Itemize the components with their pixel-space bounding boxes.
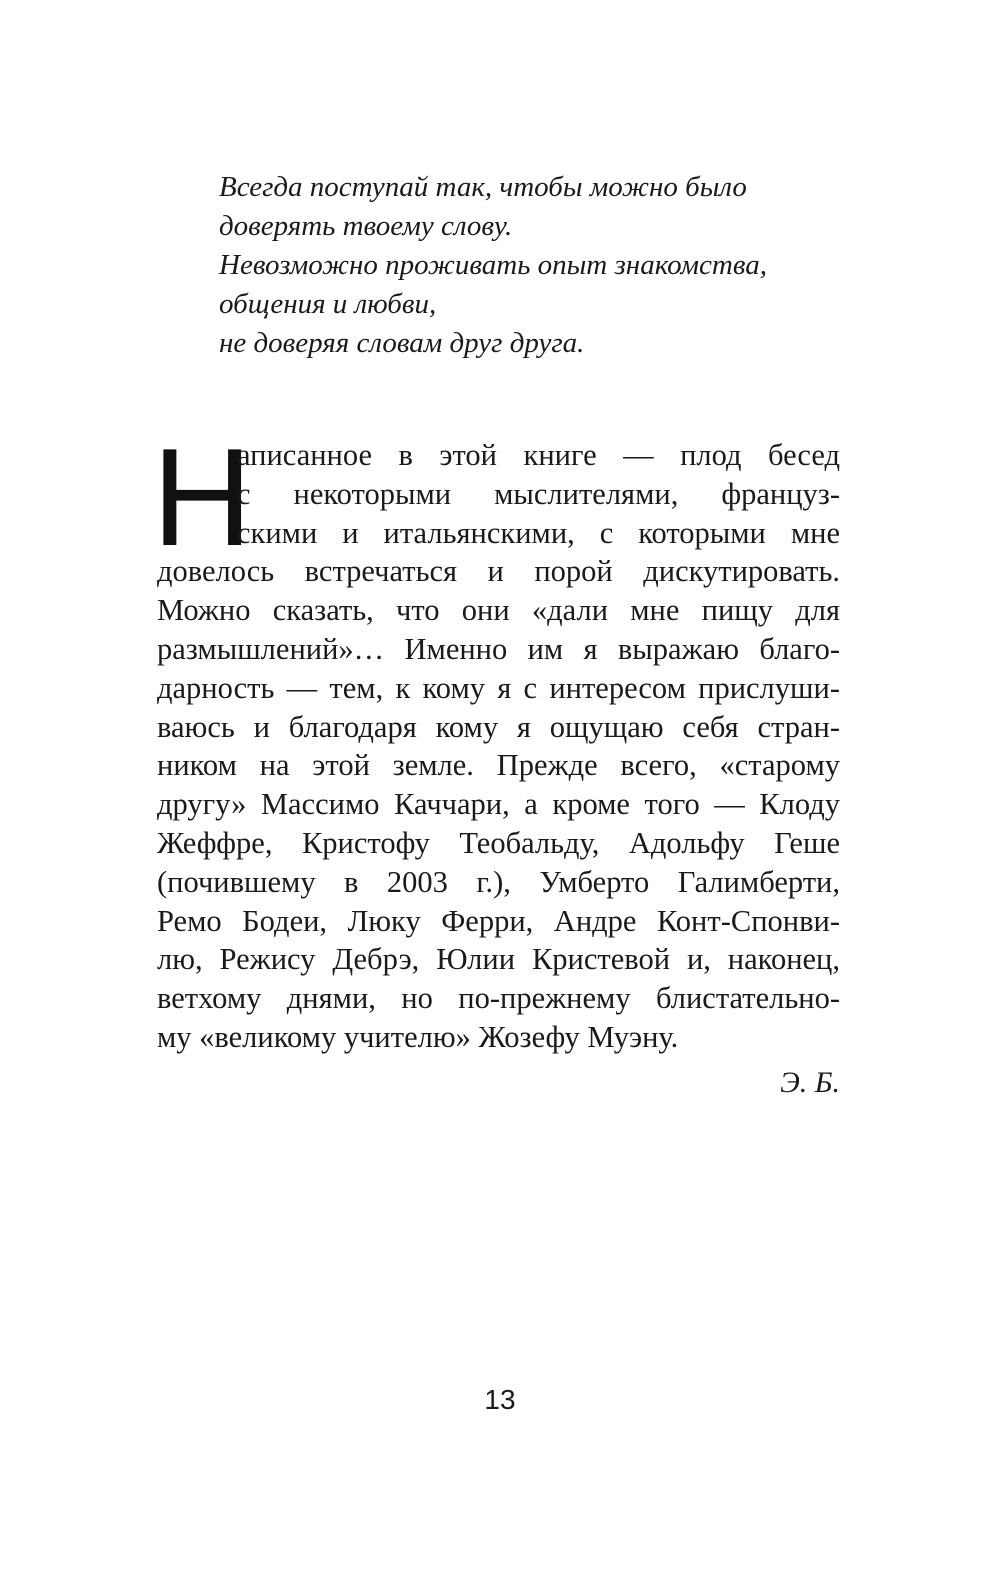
paragraph-line: (почившему в 2003 г.), Умберто Галимберти, xyxy=(157,864,840,899)
paragraph-line: Можно сказать, что они «дали мне пищу для xyxy=(157,593,840,628)
paragraph-line: ветхому днями, но по-прежнему блистательно- xyxy=(157,981,840,1016)
epigraph-line: доверять твоему слову. xyxy=(219,210,513,242)
paragraph-line: другу» Массимо Каччари, а кроме того — Клоду xyxy=(157,787,840,822)
page-number: 13 xyxy=(484,1384,516,1415)
epigraph-line: Всегда поступай так, чтобы можно было xyxy=(219,171,747,203)
epigraph-line: Невозможно проживать опыт знакомства, xyxy=(219,249,768,281)
paragraph-line: Ремо Бодеи, Люку Ферри, Андре Конт-Спонви- xyxy=(157,903,840,938)
paragraph-line: довелось встречаться и порой дискутировать. xyxy=(157,554,840,589)
epigraph-line: общения и любви, xyxy=(219,288,437,320)
paragraph-line: скими и итальянскими, с которыми мне xyxy=(237,515,840,550)
paragraph-line: с некоторыми мыслителями, француз- xyxy=(237,476,840,511)
paragraph-line: лю, Режису Дебрэ, Юлии Кристевой и, наконец, xyxy=(157,942,840,977)
paragraph-line: ваюсь и благодаря кому я ощущаю себя стран- xyxy=(157,709,840,744)
author-signature: Э. Б. xyxy=(780,1066,840,1099)
epigraph xyxy=(219,168,859,363)
paragraph-line: Жеффре, Кристофу Теобальду, Адольфу Геше xyxy=(157,825,840,860)
paragraph-line: дарность — тем, к кому я с интересом прислуши- xyxy=(157,670,840,705)
drop-cap: Н xyxy=(152,420,253,575)
paragraph-line: аписанное в этой книге — плод бесед xyxy=(237,438,840,472)
epigraph-line: не доверяя словам друг друга. xyxy=(219,327,585,359)
paragraph-line: ником на этой земле. Прежде всего, «старому xyxy=(157,748,840,783)
paragraph-line: размышлений»… Именно им я выражаю благо- xyxy=(157,631,840,666)
paragraph-line: му «великому учителю» Жозефу Муэну. xyxy=(157,1019,679,1054)
main-paragraph xyxy=(157,436,840,1057)
